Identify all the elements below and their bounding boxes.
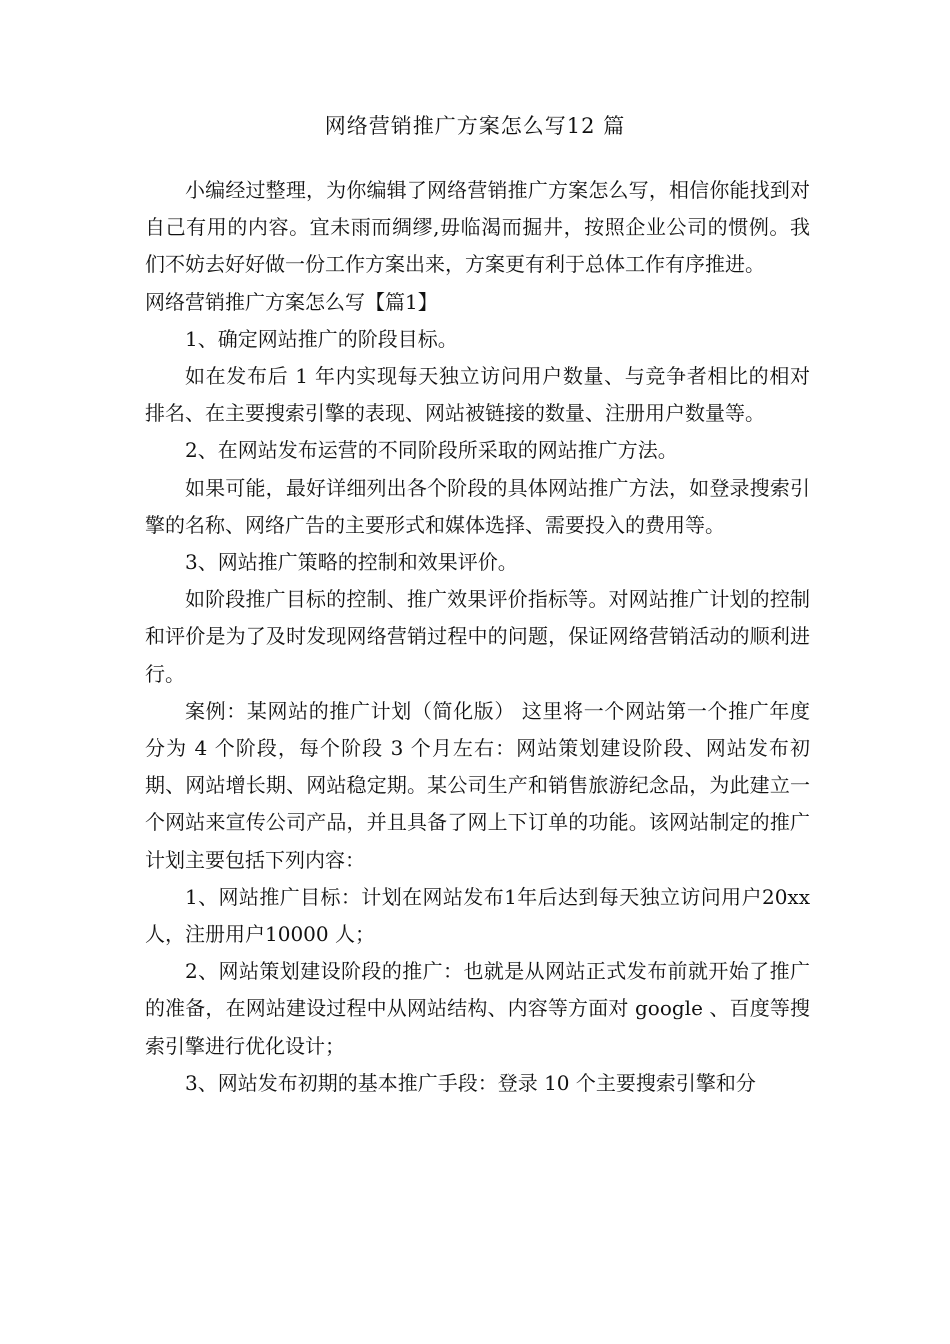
paragraph-step-1: 1、确定网站推广的阶段目标。 — [185, 326, 458, 351]
paragraph-step-2: 2、在网站发布运营的不同阶段所采取的网站推广方法。 — [185, 438, 678, 463]
paragraph-step-3-detail: 如阶段推广目标的控制、推广效果评价指标等。对网站推广计划的控制和评价是为了及时发现网络营销过程中的问题，保证网络营销活动的顺利进行。 — [145, 587, 810, 686]
document-body — [145, 172, 810, 1102]
paragraph-case-item-2: 2、网站策划建设阶段的推广：也就是从网站正式发布前就开始了推广的准备，在网站建设过程中从网站结构、内容等方面对 google 、百度等搜索引擎进行优化设计； — [145, 959, 810, 1058]
paragraph-case-item-3: 3、网站发布初期的基本推广手段：登录 10 个主要搜索引擎和分 — [185, 1070, 756, 1095]
paragraph-step-2-detail: 如果可能，最好详细列出各个阶段的具体网站推广方法，如登录搜索引擎的名称、网络广告的主要形式和媒体选择、需要投入的费用等。 — [145, 475, 810, 537]
intro-paragraph: 小编经过整理，为你编辑了网络营销推广方案怎么写，相信你能找到对自己有用的内容。宜未雨而绸缪,毋临渴而掘井，按照企业公司的惯例。我们不妨去好好做一份工作方案出来，方案更有利于总体工作有序推进。 — [145, 178, 810, 277]
document-title: 网络营销推广方案怎么写12 篇 — [324, 114, 626, 138]
paragraph-step-1-detail: 如在发布后 1 年内实现每天独立访问用户数量、与竞争者相比的相对排名、在主要搜索引擎的表现、网站被链接的数量、注册用户数量等。 — [145, 364, 810, 426]
paragraph-case-item-1: 1、网站推广目标：计划在网站发布1年后达到每天独立访问用户20xx 人，注册用户10000 人； — [145, 884, 810, 947]
section-heading-1: 网络营销推广方案怎么写【篇1】 — [145, 289, 438, 314]
paragraph-case-study: 案例：某网站的推广计划（简化版） 这里将一个网站第一个推广年度分为 4 个阶段，每个阶段 3 个月左右：网站策划建设阶段、网站发布初期、网站增长期、网站稳定期。某公司生产和销售旅游纪念品，为此建立一个网站来宣传公司产品，并且具备了网上下订单的功能。该网站制定的推广计划主要包括下列内容： — [145, 698, 810, 872]
paragraph-step-3: 3、网站推广策略的控制和效果评价。 — [185, 550, 518, 575]
